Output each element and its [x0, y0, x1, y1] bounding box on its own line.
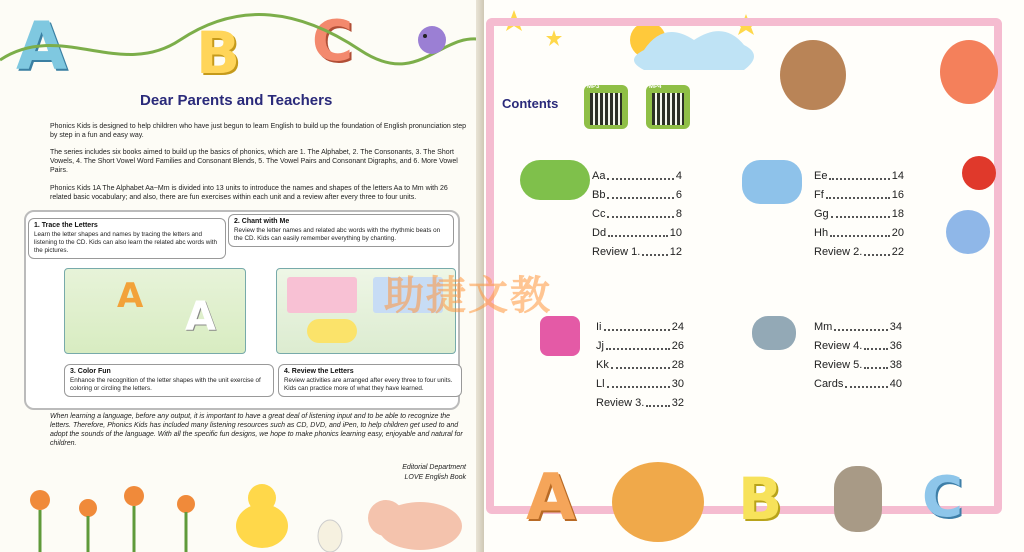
intro-paragraph: Phonics Kids is designed to help children who have just begun to learn English to build up the foundation of English pronunciation step by step in a fun and easy way. — [50, 123, 467, 139]
toc-entry-page: 38 — [889, 359, 902, 371]
callout-title: 2. Chant with Me — [234, 218, 290, 225]
toc-leader — [608, 224, 668, 237]
deco-letter-a-bottom: A — [526, 461, 576, 535]
toc-leader — [607, 186, 673, 199]
toc-entry-page: 28 — [671, 359, 684, 371]
toc-entry-name: Cards — [814, 378, 844, 390]
toc-leader — [611, 356, 670, 369]
callout-review-letters — [278, 364, 462, 397]
monkey-icon — [780, 40, 846, 110]
toc-leader — [607, 205, 673, 218]
toc-group-3 — [596, 318, 684, 413]
signature-publisher: LOVE English Book — [404, 474, 466, 481]
toc-leader — [834, 318, 887, 331]
toc-entry[interactable] — [814, 186, 904, 205]
toc-leader — [845, 375, 887, 388]
toc-entry[interactable] — [814, 167, 904, 186]
toc-entry-name: Ii — [596, 321, 602, 333]
toc-entry[interactable] — [596, 375, 684, 394]
toc-entry[interactable] — [814, 318, 902, 337]
toc-entry-name: Review 5. — [814, 359, 863, 371]
toc-entry[interactable] — [814, 337, 902, 356]
ladybug-icon — [962, 156, 996, 190]
toc-entry-name: Cc — [592, 208, 606, 220]
toc-entry[interactable] — [596, 337, 684, 356]
contents-title: Contents — [502, 96, 559, 111]
toc-leader — [864, 337, 887, 350]
book-description: Phonics Kids 1A The Alphabet Aa~Mm is divided into 13 units to introduce the names and shapes of the letters Aa to Mm with 26 related basic vocabulary; and also, there are fun exercises within each unit and a review after every three to four units. — [50, 185, 448, 201]
callout-text: Review the letter names and related abc words with the rhythmic beats on the CD. Kids can easily remember everything by chanting. — [234, 227, 441, 242]
toc-entry-name: Ll — [596, 378, 605, 390]
toc-entry-page: 10 — [669, 227, 682, 239]
series-paragraph: The series includes six books aimed to build up the basics of phonics, which are 1. The Alphabet, 2. The Consonants, 3. The Short Vowels, 4. The Short Vowel Word Families and Consonant Blends, 5. The Vowel Pairs and Consonant Digraphs, and 6. More Vowel Pairs. — [50, 149, 458, 174]
toc-entry-page: 40 — [889, 378, 902, 390]
trace-letter-a: A — [117, 276, 144, 316]
toc-entry-name: Review 1. — [592, 246, 641, 258]
bird-icon — [946, 210, 990, 254]
toc-group-2 — [814, 167, 904, 262]
toc-entry[interactable] — [814, 375, 902, 394]
toc-leader — [607, 167, 673, 180]
mouse-icon — [752, 316, 796, 350]
toc-leader — [646, 394, 669, 407]
toc-leader — [826, 186, 890, 199]
toc-entry-page: 34 — [889, 321, 902, 333]
toc-entry-name: Ff — [814, 189, 824, 201]
callout-text: Learn the letter shapes and names by tracing the letters and listening to the CD. Kids can also learn the related abc words with the pictures. — [34, 231, 218, 254]
toc-entry-page: 12 — [669, 246, 682, 258]
toc-entry[interactable] — [814, 356, 902, 375]
callout-color-fun — [64, 364, 274, 397]
toc-entry-name: Bb — [592, 189, 606, 201]
toc-entry-page: 8 — [675, 208, 682, 220]
watermark: 助捷文教 — [384, 273, 552, 319]
toc-entry[interactable] — [814, 243, 904, 262]
toc-entry-name: Gg — [814, 208, 829, 220]
deco-letter-b: B — [196, 19, 241, 87]
toc-entry-page: 22 — [891, 246, 904, 258]
toc-group-1 — [592, 167, 682, 262]
mp4-qr-code[interactable] — [646, 85, 690, 129]
toc-entry-name: Jj — [596, 340, 604, 352]
toc-entry-page: 14 — [891, 170, 904, 182]
deco-letter-c-bottom: C — [922, 465, 964, 530]
toc-entry[interactable] — [592, 167, 682, 186]
closing-paragraph: When learning a language, before any output, it is important to have a great deal of listening input and to be able to recognize the letters. Therefore, Phonics Kids has included many listening resources such as CD, DVD, and iPen, to help children get used to and adopt the sounds of the language. With all the specific fun designs, we hope to make phonics learning easy, enjoyable and natural for children. — [50, 413, 463, 447]
mp3-qr-code[interactable] — [584, 85, 628, 129]
deco-letter-a: A — [16, 8, 68, 85]
color-letter-a: A — [185, 294, 216, 340]
toc-entry-page: 26 — [671, 340, 684, 352]
callout-text: Review activities are arranged after every three to four units. Kids can practice more of what they have learned. — [284, 377, 453, 392]
callout-chant-with-me — [228, 214, 454, 247]
review-bubble — [307, 319, 357, 343]
ink-bottle-icon — [540, 316, 580, 356]
trace-letters-screenshot — [64, 268, 246, 354]
qr-label: MP4 — [649, 84, 662, 90]
toc-entry[interactable] — [596, 318, 684, 337]
qr-label: MP3 — [587, 84, 600, 90]
signature-department: Editorial Department — [402, 464, 466, 471]
toc-entry-name: Review 3. — [596, 397, 645, 409]
toc-leader — [829, 167, 889, 180]
toc-leader — [604, 318, 670, 331]
toc-entry-name: Ee — [814, 170, 828, 182]
page-title: Dear Parents and Teachers — [140, 92, 333, 109]
goose-icon — [834, 466, 882, 532]
toc-entry-name: Dd — [592, 227, 607, 239]
toc-entry-page: 4 — [675, 170, 682, 182]
toc-leader — [607, 375, 670, 388]
toc-entry-name: Hh — [814, 227, 829, 239]
toc-group-4 — [814, 318, 902, 394]
callout-title: 4. Review the Letters — [284, 368, 354, 375]
toc-entry-name: Aa — [592, 170, 606, 182]
crocodile-icon — [520, 160, 590, 200]
qr-pattern — [590, 93, 622, 125]
toc-leader — [642, 243, 667, 256]
toc-leader — [830, 224, 890, 237]
callout-trace-letters — [28, 218, 226, 259]
toc-entry[interactable] — [596, 356, 684, 375]
callout-title: 3. Color Fun — [70, 368, 111, 375]
elephant-icon — [742, 160, 802, 204]
toc-leader — [864, 243, 889, 256]
contents-border — [486, 18, 1002, 514]
toc-entry-page: 18 — [891, 208, 904, 220]
flowers-illustration — [0, 470, 484, 552]
lion-icon — [612, 462, 704, 542]
hen-icon — [940, 40, 998, 104]
toc-entry-name: Kk — [596, 359, 609, 371]
toc-entry[interactable] — [814, 224, 904, 243]
toc-entry-page: 30 — [671, 378, 684, 390]
qr-pattern — [652, 93, 684, 125]
toc-entry[interactable] — [814, 205, 904, 224]
toc-entry[interactable] — [596, 394, 684, 413]
callout-text: Enhance the recognition of the letter shapes with the unit exercise of coloring or circling the letters. — [70, 377, 261, 392]
toc-entry[interactable] — [592, 205, 682, 224]
review-card-1 — [287, 277, 357, 313]
toc-entry[interactable] — [592, 243, 682, 262]
toc-entry-name: Review 4. — [814, 340, 863, 352]
toc-entry-name: Mm — [814, 321, 833, 333]
toc-entry-page: 16 — [891, 189, 904, 201]
toc-entry-page: 24 — [671, 321, 684, 333]
toc-leader — [831, 205, 890, 218]
toc-entry-name: Review 2. — [814, 246, 863, 258]
toc-entry[interactable] — [592, 224, 682, 243]
toc-entry-page: 36 — [889, 340, 902, 352]
deco-letter-c: C — [312, 9, 354, 74]
toc-entry-page: 6 — [675, 189, 682, 201]
toc-leader — [606, 337, 670, 350]
callout-title: 1. Trace the Letters — [34, 222, 98, 229]
vine-decoration — [0, 0, 484, 90]
deco-letter-b-bottom: B — [738, 465, 783, 533]
toc-entry-page: 32 — [671, 397, 684, 409]
toc-leader — [864, 356, 887, 369]
toc-entry-page: 20 — [891, 227, 904, 239]
toc-entry[interactable] — [592, 186, 682, 205]
